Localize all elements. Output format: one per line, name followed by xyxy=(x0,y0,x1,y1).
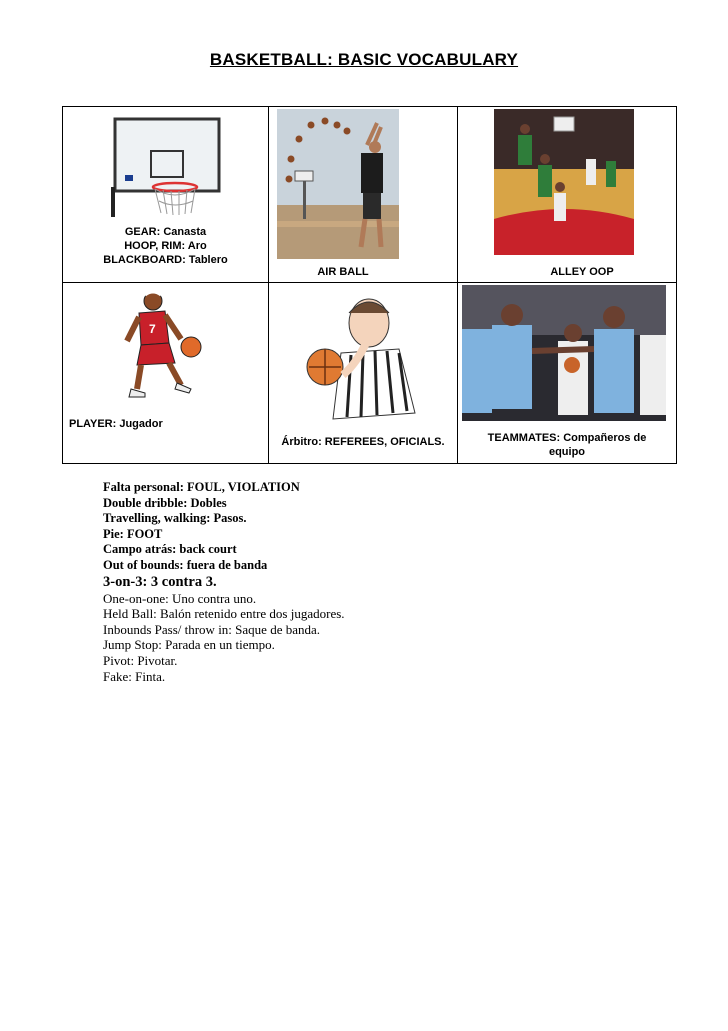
vocab-line: Double dribble: Dobles xyxy=(103,495,227,510)
vocabulary-list xyxy=(103,480,345,684)
page-title: BASKETBALL: BASIC VOCABULARY xyxy=(209,50,519,69)
vocab-line: Travelling, walking: Pasos. xyxy=(103,511,247,526)
vocab-line: Campo atrás: back court xyxy=(103,542,237,557)
airball-image xyxy=(277,109,399,259)
vocab-line: Jump Stop: Parada en un tiempo. xyxy=(103,637,275,653)
label-teammates: TEAMMATES: Compañeros de xyxy=(487,432,647,444)
label-blackboard: BLACKBOARD: Tablero xyxy=(103,254,228,266)
label-player: PLAYER: Jugador xyxy=(69,418,163,430)
vocab-line: One-on-one: Uno contra uno. xyxy=(103,590,257,606)
vocab-line: 3-on-3: 3 contra 3. xyxy=(103,573,217,590)
vocabulary-table xyxy=(62,106,677,464)
label-gear: GEAR: Canasta xyxy=(124,226,207,238)
vocab-line: Falta personal: FOUL, VIOLATION xyxy=(103,480,300,494)
teammates-image xyxy=(462,285,666,421)
player-image xyxy=(123,289,209,403)
label-alley-oop: ALLEY OOP xyxy=(550,266,614,278)
cell-referee xyxy=(269,283,458,464)
cell-airball xyxy=(269,107,458,283)
vocab-line: Pie: FOOT xyxy=(103,526,163,541)
vocab-line: Held Ball: Balón retenido entre dos jugadores. xyxy=(103,606,345,622)
vocab-line: Fake: Finta. xyxy=(103,668,166,684)
cell-gear xyxy=(63,107,269,283)
cell-player xyxy=(63,283,269,464)
vocab-line: Out of bounds: fuera de banda xyxy=(103,557,268,572)
cell-alley-oop xyxy=(458,107,677,283)
label-hoop: HOOP, RIM: Aro xyxy=(124,240,207,252)
backboard-image xyxy=(111,117,223,217)
cell-teammates xyxy=(458,283,677,464)
svg-text:7: 7 xyxy=(149,322,156,336)
label-airball: AIR BALL xyxy=(317,266,369,278)
referee-image xyxy=(303,293,425,423)
vocab-line: Inbounds Pass/ throw in: Saque de banda. xyxy=(103,621,321,637)
label-referee: Árbitro: REFEREES, OFICIALS. xyxy=(281,436,445,448)
vocab-line: Pivot: Pivotar. xyxy=(103,652,178,668)
label-teammates-2: equipo xyxy=(548,446,586,458)
alley-oop-image xyxy=(494,109,634,255)
